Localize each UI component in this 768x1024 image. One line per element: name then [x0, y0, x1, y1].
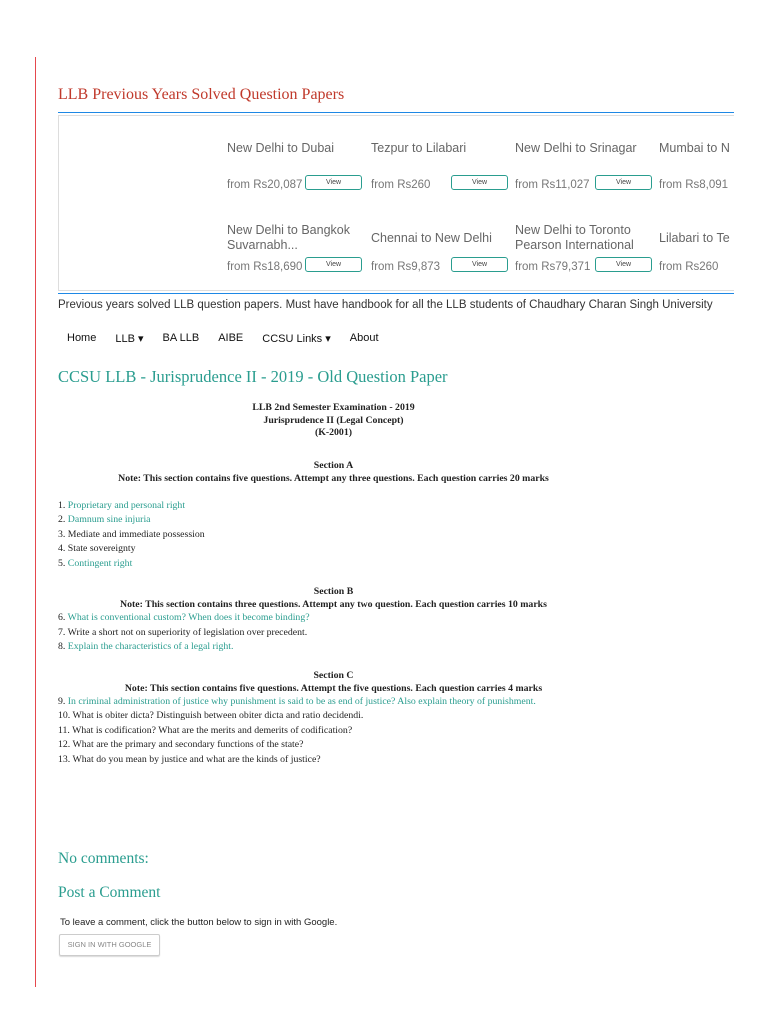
nav-ccsu-links-dropdown[interactable]: CCSU Links ▾	[262, 333, 331, 345]
ad-route[interactable]: Lilabari to Te	[659, 231, 730, 245]
paper-code: (K-2001)	[314, 427, 352, 438]
ad-price: from Rs260	[659, 261, 719, 273]
post-comment-heading: Post a Comment	[58, 884, 161, 901]
ad-route[interactable]: Chennai to New Delhi	[371, 231, 492, 245]
question-item[interactable]	[58, 611, 609, 626]
question-item	[58, 753, 609, 768]
ad-card[interactable]	[659, 231, 734, 273]
ad-route[interactable]: New Delhi to Toronto Pearson International	[515, 223, 634, 252]
question-text: Mediate and immediate possession	[67, 528, 205, 540]
question-link[interactable]: Explain the characteristics of a legal right.	[67, 641, 234, 652]
ad-card[interactable]	[515, 223, 655, 273]
ad-route[interactable]: Mumbai to N	[659, 141, 730, 155]
question-number: 6.	[58, 612, 68, 623]
question-text: What is obiter dicta? Distinguish between obiter dicta and ratio decidendi.	[72, 710, 364, 721]
question-item[interactable]	[58, 695, 609, 710]
ad-view-button[interactable]: View	[305, 175, 362, 190]
section-a-questions	[58, 499, 609, 572]
ad-view-button[interactable]: View	[595, 175, 652, 190]
section-b-heading: Section B	[313, 586, 354, 597]
question-text: Write a short not on superiority of legislation over precedent.	[67, 626, 308, 638]
ad-view-button[interactable]: View	[595, 257, 652, 272]
header-divider-bottom	[58, 293, 734, 294]
question-item	[58, 626, 609, 641]
question-number: 12.	[58, 739, 73, 750]
ad-view-button[interactable]: View	[451, 175, 508, 190]
question-item	[58, 709, 609, 724]
question-link[interactable]: What is conventional custom? When does it become binding?	[67, 612, 310, 623]
subject-line: Jurisprudence II (Legal Concept)	[263, 414, 404, 426]
ad-route[interactable]: New Delhi to Srinagar	[515, 141, 637, 155]
flight-ad-panel	[58, 115, 734, 291]
ad-card[interactable]	[227, 141, 367, 191]
question-text: What is codification? What are the merits and demerits of codification?	[72, 724, 353, 736]
exam-line: LLB 2nd Semester Examination - 2019	[252, 402, 415, 413]
ad-card[interactable]	[371, 141, 511, 191]
signin-instruction: To leave a comment, click the button below to sign in with Google.	[60, 917, 338, 928]
blog-description: Previous years solved LLB question papers. Must have handbook for all the LLB students of Chaudhary Charan Singh University	[58, 299, 713, 311]
header-divider-top	[58, 112, 734, 113]
question-item	[58, 738, 609, 753]
question-link[interactable]: Proprietary and personal right	[67, 499, 186, 511]
question-number: 10.	[58, 710, 73, 721]
question-item[interactable]	[58, 557, 609, 572]
question-link[interactable]: In criminal administration of justice why punishment is said to be as end of justice? Also explain theory of punishment.	[67, 695, 536, 707]
ad-card[interactable]	[515, 141, 655, 191]
question-link[interactable]: Damnum sine injuria	[67, 514, 151, 525]
question-text: What are the primary and secondary functions of the state?	[72, 739, 304, 750]
ad-view-button[interactable]: View	[305, 257, 362, 272]
ad-price: from Rs9,873	[371, 261, 441, 273]
question-item[interactable]	[58, 513, 609, 528]
question-number: 13.	[58, 753, 73, 765]
section-a-heading: Section A	[313, 459, 354, 471]
ad-card[interactable]	[227, 223, 367, 273]
question-number: 1.	[58, 499, 68, 511]
section-b-note: Note: This section contains three questions. Attempt any two question. Each question carries 10 marks	[120, 599, 547, 610]
question-item	[58, 724, 609, 739]
signin-google-button[interactable]: SIGN IN WITH GOOGLE	[59, 934, 160, 956]
ad-price: from Rs260	[371, 179, 431, 191]
ad-card[interactable]	[371, 231, 511, 273]
question-item	[58, 528, 609, 543]
section-c-questions	[58, 695, 609, 768]
ad-price: from Rs20,087	[227, 179, 303, 191]
nav-llb-dropdown[interactable]: LLB ▾	[115, 333, 144, 345]
nav-about[interactable]: About	[349, 332, 379, 344]
section-a-note: Note: This section contains five questions. Attempt any three questions. Each question carries 20 marks	[118, 472, 549, 484]
left-border-line	[35, 57, 36, 987]
question-number: 2.	[58, 514, 68, 525]
section-b-questions	[58, 611, 609, 655]
question-number: 11.	[58, 724, 73, 736]
question-item	[58, 542, 609, 557]
ad-card[interactable]	[659, 141, 734, 191]
nav-aibe[interactable]: AIBE	[218, 332, 244, 344]
question-item[interactable]	[58, 499, 609, 514]
ad-route[interactable]: New Delhi to Dubai	[227, 141, 334, 155]
question-item[interactable]	[58, 640, 609, 655]
ad-price: from Rs79,371	[515, 261, 591, 273]
question-number: 9.	[58, 695, 68, 707]
blog-title[interactable]: LLB Previous Years Solved Question Papers	[58, 86, 345, 103]
question-text: What do you mean by justice and what are the kinds of justice?	[72, 753, 321, 765]
ad-price: from Rs8,091	[659, 179, 729, 191]
question-number: 3.	[58, 528, 68, 540]
no-comments-heading: No comments:	[58, 850, 149, 867]
ad-view-button[interactable]: View	[451, 257, 508, 272]
question-number: 5.	[58, 557, 68, 569]
nav-home[interactable]: Home	[67, 332, 97, 344]
post-title[interactable]: CCSU LLB - Jurisprudence II - 2019 - Old Question Paper	[58, 367, 448, 386]
question-number: 8.	[58, 641, 68, 652]
nav-ballb[interactable]: BA LLB	[162, 332, 200, 344]
main-nav	[67, 332, 398, 345]
ad-price: from Rs18,690	[227, 261, 303, 273]
question-link[interactable]: Contingent right	[67, 557, 133, 569]
ad-price: from Rs11,027	[515, 179, 590, 191]
question-number: 4.	[58, 543, 68, 554]
ad-route[interactable]: New Delhi to Bangkok Suvarnabh...	[227, 223, 350, 252]
question-paper	[58, 402, 609, 767]
question-text: State sovereignty	[67, 543, 136, 554]
section-c-heading: Section C	[313, 669, 354, 681]
section-c-note: Note: This section contains five questions. Attempt the five questions. Each question carries 4 marks	[124, 682, 543, 694]
ad-route[interactable]: Tezpur to Lilabari	[371, 141, 467, 155]
question-number: 7.	[58, 626, 68, 638]
